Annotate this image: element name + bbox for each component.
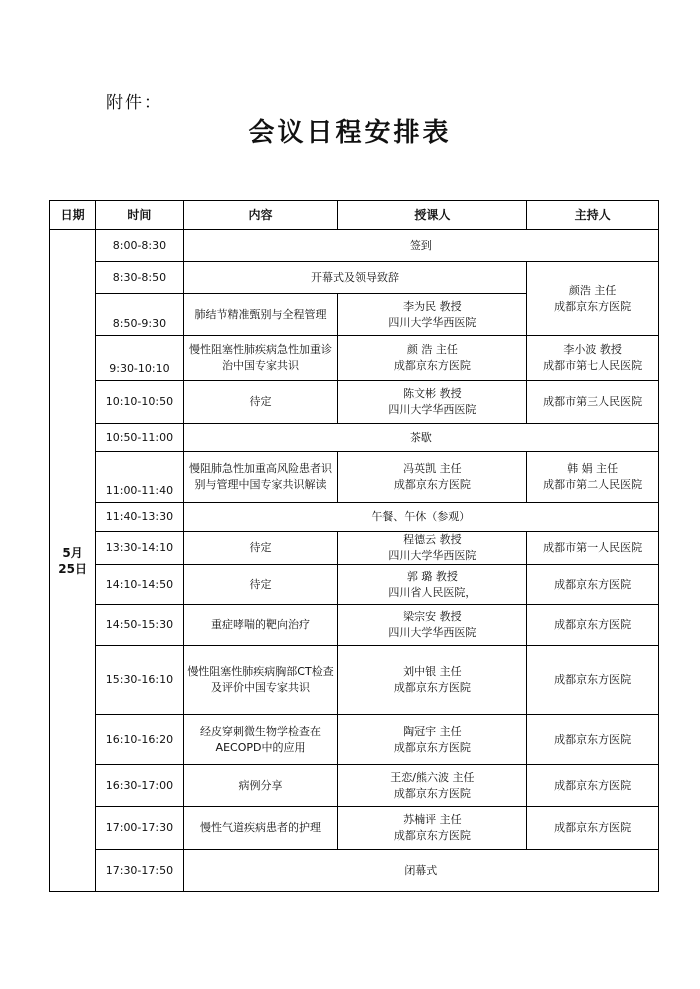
host-cell: 成都京东方医院 [527, 565, 659, 605]
content-cell: 病例分享 [183, 765, 338, 807]
table-header-row [50, 201, 659, 230]
lecturer-name: 冯英凯 主任 [403, 462, 462, 475]
host-name: 李小波 教授 [563, 343, 622, 356]
host-cell: 成都市第一人民医院 [527, 532, 659, 565]
table-row [50, 452, 659, 503]
lecturer-cell [338, 715, 527, 765]
lecturer-cell [338, 807, 527, 850]
schedule-table [49, 200, 659, 892]
time-cell: 14:10-14:50 [96, 565, 183, 605]
lecturer-org: 四川大学华西医院 [388, 315, 477, 329]
host-cell [527, 336, 659, 381]
table-row [50, 262, 659, 294]
lecturer-cell [338, 565, 527, 605]
time-cell: 13:30-14:10 [96, 532, 183, 565]
time-cell: 17:30-17:50 [96, 850, 183, 892]
content-cell: 重症哮喘的靶向治疗 [183, 605, 338, 646]
time-cell: 8:50-9:30 [96, 294, 183, 336]
host-cell: 成都京东方医院 [527, 605, 659, 646]
time-cell: 8:00-8:30 [96, 230, 183, 262]
date-month: 5月 [62, 545, 83, 560]
host-org: 成都市第七人民医院 [543, 359, 643, 372]
lecturer-cell [338, 765, 527, 807]
lecturer-cell [338, 336, 527, 381]
lecturer-org: 成都京东方医院 [393, 740, 471, 754]
lecturer-org: 四川大学华西医院 [388, 626, 477, 639]
time-cell: 16:30-17:00 [96, 765, 183, 807]
lecturer-org: 成都京东方医院 [393, 681, 471, 694]
content-cell: 待定 [183, 381, 338, 424]
content-cell: 慢性阻塞性肺疾病急性加重诊治中国专家共识 [183, 336, 338, 381]
host-cell: 成都京东方医院 [527, 765, 659, 807]
content-cell: 待定 [183, 565, 338, 605]
lecturer-cell [338, 646, 527, 715]
content-cell: 经皮穿刺微生物学检查在AECOPD中的应用 [183, 715, 338, 765]
host-org: 成都京东方医院 [554, 299, 632, 313]
host-cell: 成都市第三人民医院 [527, 381, 659, 424]
lecturer-org: 四川省人民医院， [388, 585, 477, 599]
lecturer-cell [338, 294, 527, 336]
content-cell: 肺结节精准甄别与全程管理 [183, 294, 338, 336]
table-row [50, 532, 659, 565]
content-cell: 午餐、午休（参观） [183, 503, 658, 532]
table-row [50, 336, 659, 381]
time-cell: 11:00-11:40 [96, 452, 183, 503]
lecturer-name: 王恋/熊六波 主任 [390, 770, 475, 784]
lecturer-org: 成都京东方医院 [393, 829, 471, 842]
content-cell: 慢阻肺急性加重高风险患者识别与管理中国专家共识解读 [183, 452, 338, 503]
date-day: 25日 [58, 561, 87, 576]
lecturer-name: 陈文彬 教授 [403, 387, 462, 400]
content-cell: 慢性气道疾病患者的护理 [183, 807, 338, 850]
content-cell: 慢性阻塞性肺疾病胸部CT检查及评价中国专家共识 [183, 646, 338, 715]
table-row [50, 646, 659, 715]
lecturer-name: 陶冠宇 主任 [403, 724, 462, 738]
time-cell: 8:30-8:50 [96, 262, 183, 294]
table-row [50, 230, 659, 262]
table-row [50, 715, 659, 765]
time-cell: 11:40-13:30 [96, 503, 183, 532]
host-name: 颜浩 主任 [568, 283, 617, 297]
header-lecturer: 授课人 [338, 201, 527, 230]
lecturer-name: 苏楠评 主任 [403, 813, 462, 826]
time-cell: 15:30-16:10 [96, 646, 183, 715]
table-row [50, 765, 659, 807]
header-date: 日期 [50, 201, 96, 230]
table-row [50, 503, 659, 532]
lecturer-org: 成都京东方医院 [393, 478, 471, 491]
time-cell: 17:00-17:30 [96, 807, 183, 850]
attachment-label: 附件： [106, 93, 163, 113]
time-cell: 10:50-11:00 [96, 424, 183, 452]
header-content: 内容 [183, 201, 338, 230]
content-cell: 签到 [183, 230, 658, 262]
lecturer-name: 郭 璐 教授 [406, 569, 458, 583]
table-row [50, 850, 659, 892]
time-cell: 14:50-15:30 [96, 605, 183, 646]
table-row [50, 381, 659, 424]
lecturer-org: 成都京东方医院 [393, 359, 471, 372]
lecturer-cell [338, 605, 527, 646]
page-title: 会议日程安排表 [248, 118, 452, 148]
header-host: 主持人 [527, 201, 659, 230]
time-cell: 9:30-10:10 [96, 336, 183, 381]
content-cell: 茶歇 [183, 424, 658, 452]
date-cell [50, 230, 96, 892]
time-cell: 10:10-10:50 [96, 381, 183, 424]
lecturer-org: 四川大学华西医院 [388, 403, 477, 416]
lecturer-name: 程德云 教授 [403, 533, 462, 546]
table-row [50, 565, 659, 605]
lecturer-name: 刘中银 主任 [403, 665, 462, 678]
table-row [50, 424, 659, 452]
time-cell: 16:10-16:20 [96, 715, 183, 765]
lecturer-name: 李为民 教授 [403, 299, 462, 313]
table-row [50, 605, 659, 646]
table-row [50, 807, 659, 850]
host-org: 成都市第二人民医院 [543, 478, 643, 491]
lecturer-org: 四川大学华西医院 [388, 549, 477, 562]
content-cell: 开幕式及领导致辞 [183, 262, 527, 294]
lecturer-org: 成都京东方医院 [393, 786, 471, 800]
host-name: 韩 娟 主任 [567, 462, 619, 475]
lecturer-cell [338, 381, 527, 424]
lecturer-cell [338, 452, 527, 503]
lecturer-name: 颜 浩 主任 [406, 343, 458, 356]
host-cell: 成都京东方医院 [527, 646, 659, 715]
content-cell: 待定 [183, 532, 338, 565]
host-cell: 成都京东方医院 [527, 715, 659, 765]
host-cell [527, 452, 659, 503]
lecturer-name: 梁宗安 教授 [403, 610, 462, 623]
lecturer-cell [338, 532, 527, 565]
header-time: 时间 [96, 201, 183, 230]
content-cell: 闭幕式 [183, 850, 658, 892]
host-cell [527, 262, 659, 336]
host-cell: 成都京东方医院 [527, 807, 659, 850]
